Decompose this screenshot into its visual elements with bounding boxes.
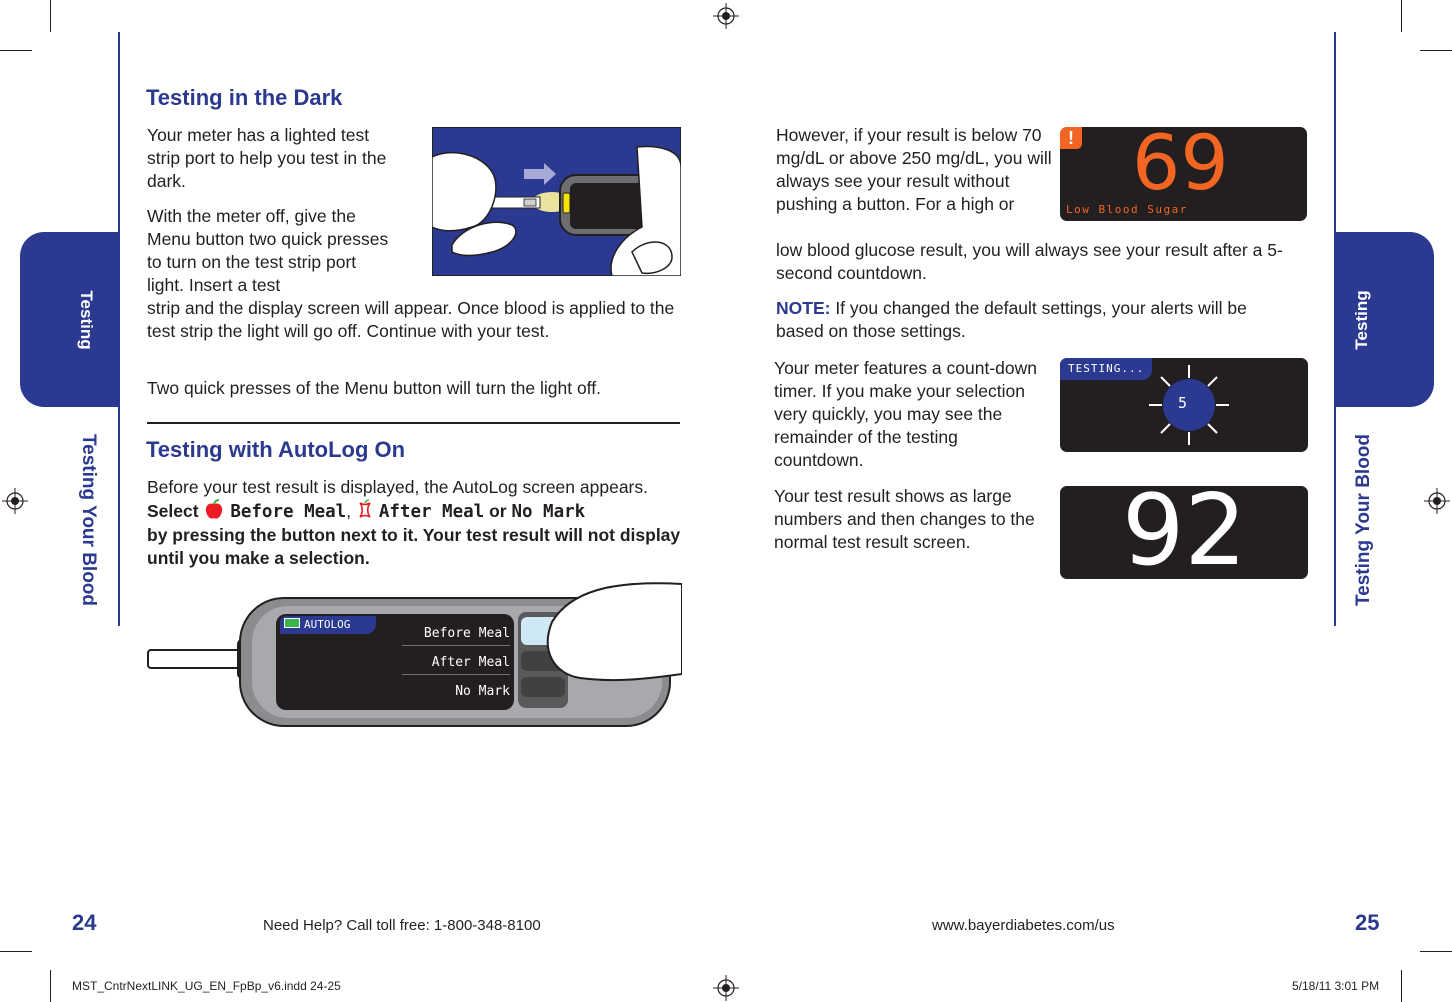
autolog-item-after: After Meal <box>402 655 510 675</box>
paragraph: Your meter features a count-down timer. If you make your selection very quickly, you may see the remainder of the testing countdown. <box>774 358 1037 470</box>
autolog-intro-text: Before your test result is displayed, the AutoLog screen appears. <box>147 477 648 497</box>
crop-mark <box>50 0 51 32</box>
autolog-instruction: by pressing the button next to it. Your test result will not display until you make a selection. <box>147 525 681 568</box>
left-margin-rule <box>118 32 120 232</box>
result-screen <box>1060 486 1308 579</box>
low-result-value: 69 <box>1132 127 1229 207</box>
apple-icon <box>203 499 225 521</box>
dark-meter-illustration <box>432 127 681 276</box>
right-margin-rule <box>1334 406 1336 626</box>
footer-website: www.bayerdiabetes.com/us <box>932 917 1115 934</box>
testing-label: TESTING... <box>1060 358 1152 380</box>
page-number-right: 25 <box>1355 910 1380 935</box>
paragraph: Two quick presses of the Menu button will turn the light off. <box>147 378 601 398</box>
crop-mark <box>1420 50 1452 51</box>
paragraph: Your test result shows as large numbers and then changes to the normal test result screen. <box>774 486 1035 552</box>
autolog-meter-illustration <box>140 582 682 730</box>
countdown-dial-icon <box>1146 362 1232 448</box>
result-value: 92 <box>1122 486 1247 579</box>
countdown-screen <box>1060 358 1308 452</box>
option-after-meal: After Meal <box>378 502 485 522</box>
autolog-item-nomark: No Mark <box>455 684 510 699</box>
autolog-header-label: AUTOLOG <box>304 618 351 631</box>
note-paragraph <box>776 297 1296 343</box>
section-divider <box>147 422 680 424</box>
or-word: or <box>489 501 507 521</box>
paragraph: With the meter off, give the Menu button two quick presses to turn on the test strip port light. Insert a test <box>147 206 389 295</box>
comma: , <box>346 501 352 521</box>
select-word: Select <box>147 501 199 521</box>
option-no-mark: No Mark <box>511 502 586 522</box>
slug-filename: MST_CntrNextLINK_UG_EN_FpBp_v6.indd 24-25 <box>72 979 341 993</box>
slug-date: 5/18/11 3:01 PM <box>1292 979 1380 993</box>
paragraph: strip and the display screen will appear. Once blood is applied to the test strip the light will go off. Continue with your test. <box>147 298 675 341</box>
right-vertical-title: Testing Your Blood <box>1353 433 1374 607</box>
left-tab-label: Testing <box>77 290 96 350</box>
right-section-tab <box>1334 232 1434 407</box>
countdown-number: 5 <box>1178 394 1188 412</box>
battery-icon <box>284 618 300 628</box>
paragraph: However, if your result is below 70 mg/dL or above 250 mg/dL, you will always see your result without pushing a button. For a high or <box>776 125 1052 214</box>
note-label: NOTE: <box>776 298 831 318</box>
crop-mark <box>1420 951 1452 952</box>
autolog-header-bar <box>280 616 376 634</box>
registration-mark-icon <box>1424 488 1450 514</box>
paragraph <box>147 476 687 570</box>
crop-mark <box>50 970 51 1002</box>
right-margin-rule <box>1334 32 1336 232</box>
paragraph: low blood glucose result, you will always see your result after a 5-second countdown. <box>776 240 1283 283</box>
registration-mark-icon <box>2 488 28 514</box>
registration-mark-icon <box>713 3 739 29</box>
section-heading-autolog: Testing with AutoLog On <box>146 437 406 462</box>
left-margin-rule <box>118 406 120 626</box>
footer-help-line: Need Help? Call toll free: 1-800-348-8100 <box>263 917 541 934</box>
crop-mark <box>0 50 32 51</box>
crop-mark <box>1401 0 1402 32</box>
section-heading-testing-dark: Testing in the Dark <box>146 85 343 110</box>
paragraph: Your meter has a lighted test strip port to help you test in the dark. <box>147 125 387 191</box>
alert-icon: ! <box>1060 127 1082 149</box>
crop-mark <box>1401 970 1402 1002</box>
low-blood-sugar-screen <box>1060 127 1307 221</box>
option-before-meal: Before Meal <box>230 502 347 522</box>
left-vertical-title: Testing Your Blood <box>78 433 99 607</box>
autolog-item-before: Before Meal <box>402 626 510 646</box>
low-result-label: Low Blood Sugar <box>1066 203 1188 216</box>
crop-mark <box>0 951 32 952</box>
page-number-left: 24 <box>72 910 97 935</box>
left-section-tab <box>20 232 120 407</box>
note-text: If you changed the default settings, your alerts will be based on those settings. <box>776 298 1247 341</box>
right-tab-label: Testing <box>1352 290 1371 350</box>
apple-core-icon <box>356 499 374 521</box>
registration-mark-icon <box>713 975 739 1001</box>
